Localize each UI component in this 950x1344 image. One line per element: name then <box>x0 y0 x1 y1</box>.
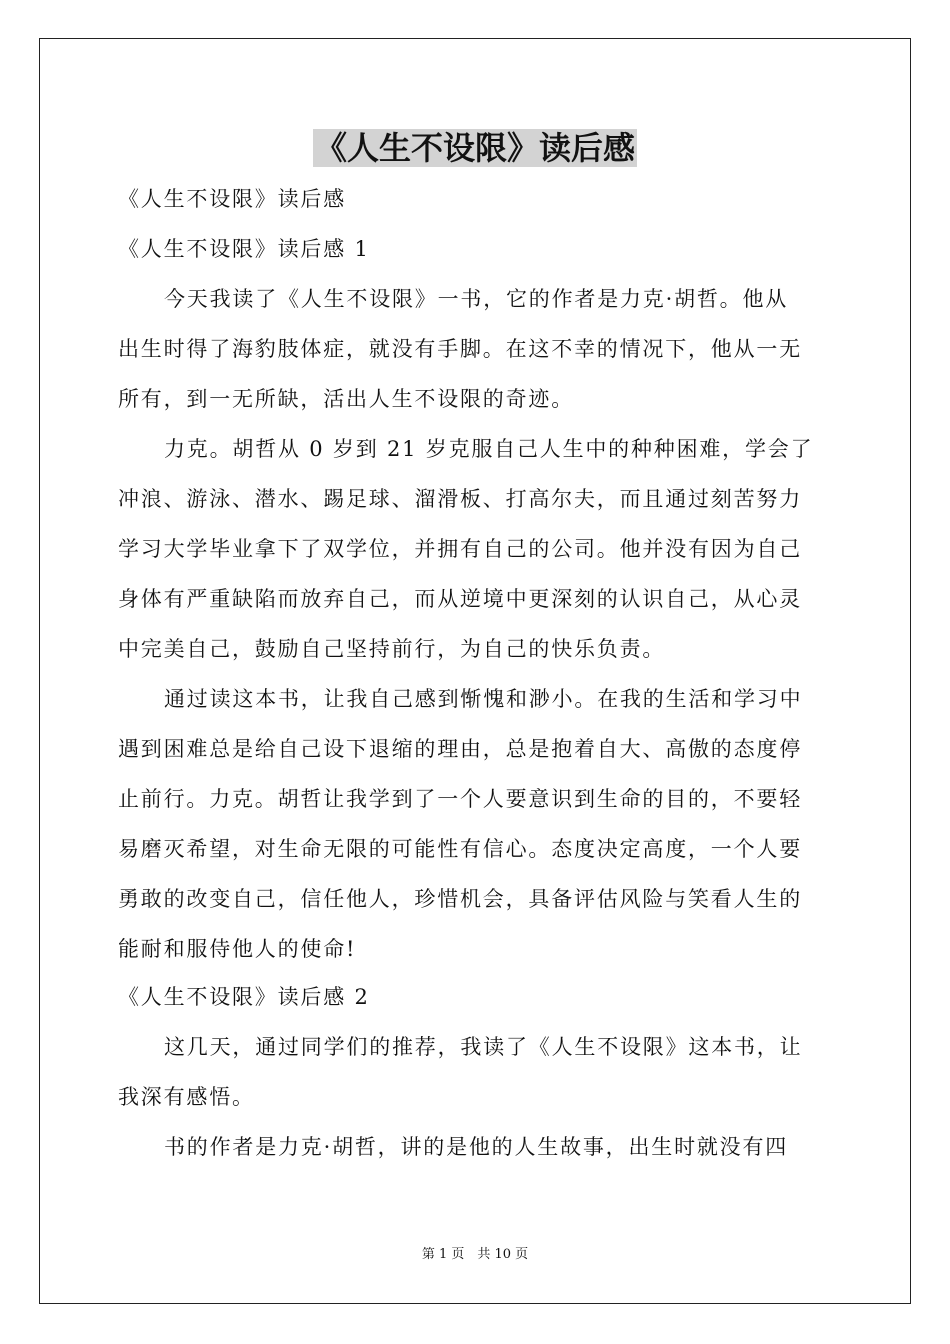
paragraph-line: 通过读这本书，让我自己感到惭愧和渺小。在我的生活和学习中 <box>164 687 803 711</box>
page-border <box>39 38 911 1304</box>
paragraph-line: 书的作者是力克·胡哲，讲的是他的人生故事，出生时就没有四 <box>164 1135 789 1159</box>
subtitle-line: 《人生不设限》读后感 <box>118 187 346 211</box>
paragraph-line: 我深有感悟。 <box>118 1085 255 1109</box>
paragraph-line: 所有，到一无所缺，活出人生不设限的奇迹。 <box>118 387 574 411</box>
paragraph-line: 身体有严重缺陷而放弃自己，而从逆境中更深刻的认识自己，从心灵 <box>118 587 802 611</box>
paragraph-line: 冲浪、游泳、潜水、踢足球、溜滑板、打高尔夫，而且通过刻苦努力 <box>118 487 802 511</box>
page-footer: 第 1 页 共 10 页 <box>421 1247 529 1262</box>
paragraph-line: 今天我读了《人生不设限》一书，它的作者是力克·胡哲。他从 <box>164 287 789 311</box>
document-title: 《人生不设限》读后感 <box>314 129 635 167</box>
paragraph-line: 止前行。力克。胡哲让我学到了一个人要意识到生命的目的，不要轻 <box>118 787 802 811</box>
section-heading-2: 《人生不设限》读后感 2 <box>118 985 370 1009</box>
paragraph-line: 学习大学毕业拿下了双学位，并拥有自己的公司。他并没有因为自己 <box>118 537 802 561</box>
paragraph-line: 能耐和服侍他人的使命! <box>118 937 357 961</box>
paragraph-line: 勇敢的改变自己，信任他人，珍惜机会，具备评估风险与笑看人生的 <box>118 887 802 911</box>
paragraph-line: 遇到困难总是给自己设下退缩的理由，总是抱着自大、高傲的态度停 <box>118 737 802 761</box>
paragraph-line: 中完美自己，鼓励自己坚持前行，为自己的快乐负责。 <box>118 637 666 661</box>
section-heading-1: 《人生不设限》读后感 1 <box>118 237 370 261</box>
paragraph-line: 这几天，通过同学们的推荐，我读了《人生不设限》这本书，让 <box>164 1035 803 1059</box>
paragraph-line: 出生时得了海豹肢体症，就没有手脚。在这不幸的情况下，他从一无 <box>118 337 802 361</box>
paragraph-line: 力克。胡哲从 0 岁到 21 岁克服自己人生中的种种困难，学会了 <box>164 437 814 461</box>
paragraph-line: 易磨灭希望，对生命无限的可能性有信心。态度决定高度，一个人要 <box>118 837 802 861</box>
